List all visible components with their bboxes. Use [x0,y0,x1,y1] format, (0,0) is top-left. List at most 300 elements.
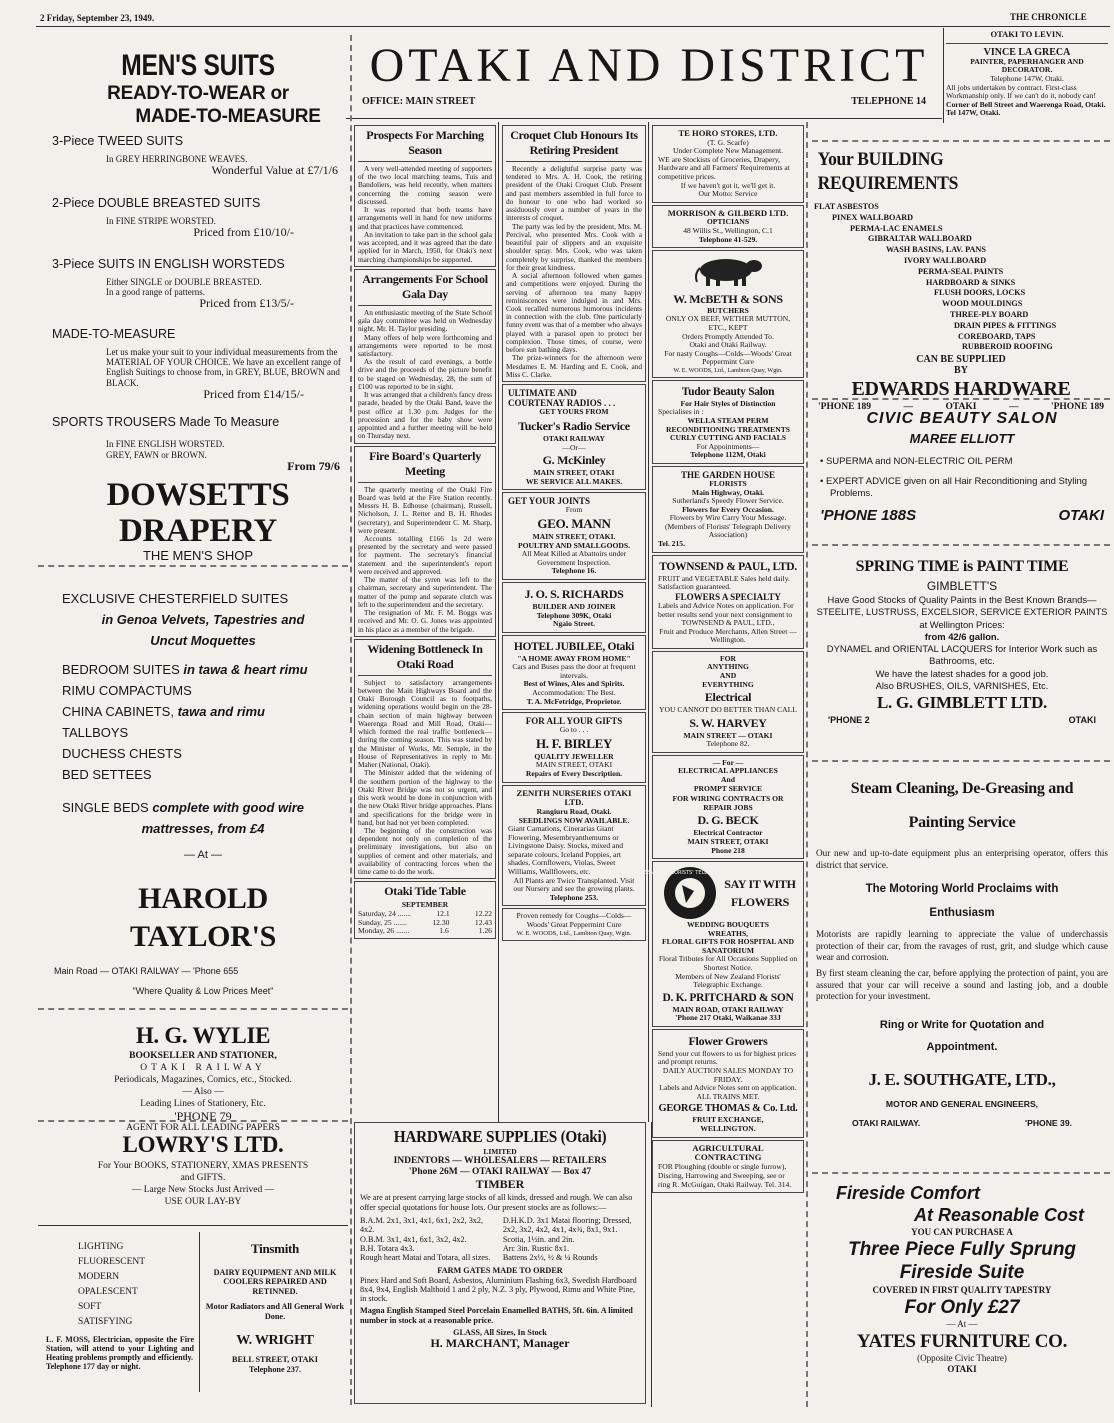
townsend-l5: Fruit and Produce Merchants, Allen Street — Wellington. [659,626,797,645]
edwards-list-item: WASH BASINS, LAV. PANS [886,245,986,255]
tudor-name: Tudor Beauty Salon [681,385,775,398]
mens-l1b: Wonderful Value at £7/1/6 [211,163,338,178]
taylor-l2: in Genoa Velvets, Tapestries and [101,612,305,627]
divider [812,544,1110,546]
wright-ad [204,1240,346,1390]
edwards-list-item: RUBBEROID ROOFING [962,342,1053,352]
hardware-limited: LIMITED [483,1147,517,1156]
divider [812,398,1110,400]
hardware-l4: Magna English Stamped Steel Porcelain Enamelled BATHS, 5ft. 6in. A limited number in stock at a reasonable price. [360,1306,633,1325]
richards-l1: BUILDER AND JOINER [532,601,616,611]
marching-p1: A very well-attended meeting of supporters of the two local marching teams, Tuis and Bandoliers, was held recently, when matters concerning the coming season were discussed. [358,164,492,206]
mens-l3b: Priced from £13/5/- [199,296,294,311]
townsend-l4: TOWNSEND & PAUL, LTD., [681,618,775,628]
mens-l1a: In GREY HERRINGBONE WEAVES. [106,154,248,164]
richards-ad [502,582,646,633]
masthead [358,40,940,118]
grecia-name: VINCE LA GRECA [983,46,1071,58]
hardware-l5: GLASS, All Sizes, In Stock [453,1327,547,1337]
tide-am: 12.1 [436,908,450,918]
thomas-l5: FRUIT EXCHANGE, [692,1115,764,1125]
beck-l8: Phone 218 [711,845,745,855]
agri-ad [652,1140,804,1194]
morrison-ad [652,205,804,248]
edwards-list-item: WOOD MOULDINGS [942,299,1023,309]
edwards-list-item: THREE-PLY BOARD [950,309,1029,319]
zenith-l4: Telephone 253. [549,892,599,902]
beck-l5: FOR WIRING CONTRACTS OR REPAIR JOBS [672,794,784,812]
page-header-left: 2 Friday, September 23, 1949. [40,13,155,23]
southgate-title2: Painting Service [908,814,1016,831]
florists-emblem-icon [629,865,751,921]
garden-l7: Tel. 215. [658,539,685,549]
croquet-p4: The prize-winners for the afternoon were Mesdames E. M. Harding and E. Cook, and Miss C. Clarke. [506,353,642,379]
fire-p4: The resignation of Mr. F. M. Boggs was received and Mr. O. G. Jones was appointed in his place as a member of the brigade. [358,608,492,634]
beck-l7: MAIN STREET, OTAKI [687,836,769,846]
hardware-stock-right: Scotia, 1½in. and 2in. [502,1234,575,1244]
mens-sub1: READY-TO-WEAR or [107,83,289,104]
richards-l2: Telephone 309K, Otaki [536,610,612,620]
taylor-name: HAROLD TAYLOR'S [130,882,276,953]
edwards-list-item: FLAT ASBESTOS [814,202,879,211]
mens-l5c: GREY, FAWN or BROWN. [106,449,207,460]
harvey-l5: Electrical [704,690,752,705]
edwards-p3: 'PHONE 189 [1050,401,1104,412]
hardware-stock-left: B.A.M. 2x1, 3x1, 4x1, 6x1, 2x2, 3x2, 4x2. [360,1216,484,1235]
yates-l8: — At — [946,1319,978,1329]
southgate-l1: Our new and up-to-date equipment plus an enterprising operator, offers this district that service. [816,848,1108,870]
civic-b1: SUPERMA and NON-ELECTRIC OIL PERM [825,456,1013,467]
tide-month: SEPTEMBER [401,900,449,910]
birley-l3: QUALITY JEWELLER [534,751,614,761]
masthead-rule [346,118,942,119]
southgate-l8: 'PHONE 39. [1025,1118,1072,1129]
pritchard-l4: Floral Tributes for All Occasions Supplied on Shortest Notice. [658,954,798,972]
hardware-stock-left: B.H. Totara 4x3. [360,1243,415,1253]
mann-l3: MAIN STREET, OTAKI. [532,532,616,542]
southgate-l7: OTAKI RAILWAY. [852,1118,921,1129]
mens-l5b: From 79/6 [287,458,340,473]
croquet-p3: A social afternoon followed when games and competitions were enjoyed. During the serving of afternoon tea many happy reminiscences were indulged in and Mrs. Cook recalled numerous humorous incidents in connection with the club. One particularly funny event was that of a member who always played with a parasol open to protect her complexion. Those times, of course, were before sun bathing days. [506,271,642,355]
tucker-name: Tucker's Radio Service [518,418,630,433]
jubilee-ad [502,635,646,710]
pritchard-l5: Members of New Zealand Florists' Telegraphic Exchange. [675,971,781,990]
moss-list-item: FLUORESCENT [78,1257,146,1267]
edwards-list-item: PERMA-LAC ENAMELS [850,223,943,233]
tehoro-l3: WE are Stockists of Groceries, Drapery, Hardware and all Farmers' Requirements at competitive prices. [658,154,790,182]
mann-l5: All Meat Killed at Abattoirs under Government Inspection. [521,549,627,567]
mens-l4: MADE-TO-MEASURE [52,326,176,341]
tide-pm: 12.43 [474,917,492,927]
tucker-l3: GET YOURS FROM [539,407,609,417]
wright-addr: BELL STREET, OTAKI [232,1355,318,1365]
masthead-title: OTAKI AND DISTRICT [369,39,929,92]
pritchard-l1: WEDDING BOUQUETS [686,920,770,930]
edwards-ad: Your BUILDING REQUIREMENTS FLAT ASBESTOS PINEX WALLBOARD PERMA-LAC ENAMELS GIBRALTAR WALLBOARD WASH BASINS, LAV. PANS IVORY WALLBOARD PERMA-SEAL PAINTS HARDBOARD & SINKS FLUSH DOORS, LOCKS WOOD MOULDINGS THREE-PLY BOARD DRAIN PIPES & FITTINGS COREBOARD, TAPS RUBBEROID ROOFING CAN BE SUPPLIED BY EDWARDS HARDWARE 'PHONE 189 — OTAKI — 'PHONE 189 [814,148,1108,393]
hardware-l1: INDENTORS — WHOLESALERS — RETAILERS [393,1156,607,1167]
masthead-telephone: TELEPHONE 14 [851,96,926,107]
jubilee-l5: T. A. McFetridge, Proprietor. [526,696,622,706]
mens-l3: 3-Piece SUITS IN ENGLISH WORSTEDS [52,257,285,272]
yates-l10: OTAKI [947,1364,977,1374]
cure2-small: W. E. WOODS, Ltd., Lambton Quay, Wgtn. [673,366,783,374]
wylie-l3: Periodicals, Magazines, Comics, etc., Stocked. [114,1075,292,1085]
tehoro-l1: (T. G. Scarfe) [707,137,749,147]
tucker-l6: MAIN STREET, OTAKI [533,468,615,478]
zenith-ad [502,785,646,907]
garden-l4: Flowers for Every Occasion. [682,504,774,514]
townsend-l1: FRUIT and VEGETABLE Sales held daily. Satisfaction guaranteed. [658,573,790,592]
beck-l6: Electrical Contractor [693,828,763,838]
wylie-l7: AGENT FOR ALL LEADING PAPERS [126,1123,280,1133]
edwards-list-item: GIBRALTAR WALLBOARD [868,234,972,244]
wylie-name: H. G. WYLIE [135,1023,271,1048]
gimblett-l4: from 42/6 gallon. [924,630,1000,642]
hardware-l3: Pinex Hard and Soft Board, Asbestos, Aluminium Flashing 6x3, Swedish Hardboard 8x4, 9x4, English Malthoid 1 and 2 ply, N.Z. 3 ply, Plywood, Rimu and White Pine, in stock. [360,1275,637,1304]
tide-am: 12.30 [432,917,450,927]
mens-shop: THE MEN'S SHOP [142,548,254,564]
edwards-name: EDWARDS HARDWARE [851,377,1071,400]
wright-l2: Motor Radiators and All General Work Done. [205,1302,345,1321]
bull-icon [688,254,768,288]
hardware-l2: 'Phone 26M — OTAKI RAILWAY — Box 47 [408,1167,592,1178]
page-header-right: THE CHRONICLE [1010,12,1087,22]
pritchard-l3: FLORAL GIFTS FOR HOSPITAL AND SANATORIUM [662,937,794,955]
gimblett-l5: DYNAMEL and ORIENTAL LACQUERS for Interior Work such as Bathrooms, etc. [826,643,1098,667]
tudor-l4: RECONDITIONING TREATMENTS [666,424,790,434]
divider [812,1172,1110,1174]
bottleneck-title: Widening Bottleneck In Otaki Road [367,641,483,671]
taylor-l4: BEDROOM SUITES [62,662,180,677]
mens-sub2: MADE-TO-MEASURE [135,106,321,127]
harvey-l4: EVERYTHING [702,679,754,689]
yates-l6: COVERED IN FIRST QUALITY TAPESTRY [872,1285,1052,1295]
pritchard-say1: SAY IT WITH [724,877,796,892]
lowry-l2: and GIFTS. [180,1173,226,1183]
hardware-ad [354,1122,646,1404]
divider [38,1225,348,1226]
mann-l1: GET YOUR JOINTS [508,496,591,507]
pritchard-l2: WREATHS, [707,928,749,938]
gala-p1: An enthusiastic meeting of the State School gala day committee was held on Wednesday night, Mr. H. Taylor presiding. [358,307,492,334]
hardware-stock-left: O.B.M. 3x1, 4x1, 6x1, 3x2, 4x2. [360,1234,467,1244]
tudor-l2: Specialises in : [658,407,704,417]
tucker-name2: G. McKinley [542,453,606,468]
gala-p3: As the result of card evenings, a bottle drive and the proceeds of the picture benefit to be staged on Wednesday, 28, the sum of £100 was reported to be in sight. [358,357,492,391]
moss-ad [46,1240,194,1388]
beck-l3: And [721,775,735,785]
morrison-l3: Telephone 41-529. [698,234,758,244]
moss-list-item: LIGHTING [78,1242,124,1252]
edwards-p2: OTAKI [945,401,977,412]
gala-article [354,269,496,444]
tehoro-name: TE HORO STORES, LTD. [678,128,778,138]
mann-l6: Telephone 16. [551,566,597,576]
beck-name: D. G. BECK [697,813,759,828]
mcbeth-ad [652,250,804,378]
gimblett-l7: Also BRUSHES, OILS, VARNISHES, Etc. [875,680,1049,692]
harvey-name: S. W. HARVEY [689,715,767,730]
harvey-l3: AND [719,671,737,680]
zenith-l2: SEEDLINGS NOW AVAILABLE. [518,815,630,825]
cure1-text: Proven remedy for Coughs—Colds—Woods' Great Peppermint Cure [516,911,632,929]
grecia-l3: Telephone 147W, Otaki. [990,74,1064,84]
mann-ad [502,492,646,580]
marching-p2: It was reported that both teams have arrangements well in hand for new uniforms and that practices have commenced. [358,205,492,231]
edwards-list-item: FLUSH DOORS, LOCKS [934,288,1026,298]
hardware-stock-right: D.H.K.D. 3x1 Matai flooring; Dressed, 2x2, 3x2, 4x2, 4x1, 4x¾, 8x1, 9x1. [502,1216,632,1235]
fire-p2: Accounts totalling £166 1s 2d were presented by the secretary and were passed for payment. The secretary's financial statement and the superintendent's report were received and approved. [358,533,492,576]
civic-b2: EXPERT ADVICE given on all Hair Reconditioning and Styling Problems. [825,476,1088,499]
civic-phone: 'PHONE 188S [820,507,917,524]
thomas-l3: Labels and Advice Notes sent on application. [659,1083,797,1093]
mens-l2b: Priced from £10/10/- [193,224,294,239]
divider [38,1008,348,1010]
morrison-l1: OPTICIANS [706,217,750,227]
garden-l5: Flowers by Wire Carry Your Message. [669,513,787,523]
garden-ad [652,466,804,553]
tucker-l7: WE SERVICE ALL MAKES. [525,476,623,486]
zenith-l1: Rangiuru Road, Otaki. [536,807,612,816]
tudor-l1: For Hair Styles of Distinction [680,398,776,408]
beck-l1: — For — [712,757,744,767]
mens-l3c: In a good range of patterns. [106,287,205,298]
yates-l5: Fireside Suite [899,1262,1025,1283]
bottleneck-p2: The Minister added that the widening of the southern portion of the highway to the Otaki River Bridge was not so urgent, and this work would be done in conjunction with the new Otaki River bridge approaches. Plans and specifications for the bridge were in hand, but had not yet been completed. [358,768,492,827]
tide-row: Saturday, 24 ....... [358,908,412,918]
hardware-stock-right: Arc 3in. Rustic 8x1. [502,1243,569,1253]
cure2-text: For nasty Coughs—Colds—Woods' Great Peppermint Cure [664,348,792,367]
birley-l1: FOR ALL YOUR GIFTS [525,716,623,727]
wylie-ad [58,1022,348,1133]
taylor-l5: RIMU COMPACTUMS [62,683,192,698]
morrison-l2: 48 Willis St., Wellington, C.1 [683,226,773,236]
taylor-l8: DUCHESS CHESTS [62,746,182,761]
pritchard-name: D. K. PRITCHARD & SON [662,991,794,1004]
thomas-title: Flower Growers [688,1033,768,1048]
gala-p2: Many offers of help were forthcoming and arrangements were reported to be most satisfactory. [358,332,492,358]
beck-l4: PROMPT SERVICE [693,783,763,793]
taylor-l10c: mattresses, from £4 [141,821,265,836]
lowry-l4: USE OUR LAY-BY [164,1197,242,1207]
edwards-p1: 'PHONE 189 [818,401,872,412]
divider [812,760,1110,762]
gimblett-title: SPRING TIME is PAINT TIME [855,558,1069,575]
croquet-p2: The party was led by the president, Mrs. M. Percival, who presented Mrs. Cook with a beautiful pair of slippers and an exquisite shoulder spray. Mrs. Cook, who was taken completely by surprise, thanked the members for their great kindness. [506,221,642,272]
southgate-l6: MOTOR AND GENERAL ENGINEERS, [885,1098,1039,1109]
hardware-stock-left: Rough heart Matai and Totara, all sizes. [360,1253,491,1263]
hardware-timber: TIMBER [475,1176,525,1191]
mens-l4a: Let us make your suit to your individual measurements from the MATERIAL OF YOUR CHOICE. We have an excellent range of English Suitings to choose from, in GREY, BLUE, BROWN and BLACK. [106,346,341,388]
mcbeth-l3: Orders Promptly Attended To. [682,331,774,341]
yates-l1: Fireside Comfort [836,1183,981,1203]
mens-l2: 2-Piece DOUBLE BREASTED SUITS [52,195,261,210]
jubilee-l3: Best of Wines, Ales and Spirits. [523,679,625,689]
southgate-title1: Steam Cleaning, De-Greasing and [850,780,1074,797]
taylor-l4b: in tawa & heart rimu [183,662,308,677]
harold-taylor-ad [54,588,344,996]
harvey-l6: YOU CANNOT DO BETTER THAN CALL [659,705,797,715]
taylor-addr: Main Road — OTAKI RAILWAY — 'Phone 655 [54,966,239,976]
bottleneck-p1: Subject to satisfactory arrangements between the Main Highways Board and the Otaki Borough Council as to footpaths, widening operations would begin on the 28-chain section of main highway between Waerenga Road and Mill Road, Otaki—which formed the real traffic bottleneck—during the coming season. This was stated by the Minister of Works, Mr. Semple, in the House of Representatives in reply to Mr. Maher (National, Otaki). [358,677,492,770]
tucker-l5: —Or— [562,442,586,452]
tide-row: Monday, 26 ....... [358,926,410,936]
gimblett-ad [816,556,1108,750]
divider [812,140,1110,142]
hardware-title: HARDWARE SUPPLIES (Otaki) [393,1127,607,1146]
taylor-l1: EXCLUSIVE CHESTERFIELD SUITES [62,591,289,606]
thomas-l4: ALL TRAINS MET. [696,1091,760,1101]
gimblett-name: L. G. GIMBLETT LTD. [876,693,1048,713]
divider [943,28,944,123]
yates-l9: (Opposite Civic Theatre) [917,1353,1007,1363]
tide-pm: 1.26 [478,926,492,936]
grecia-l2: DECORATOR. [1001,65,1053,75]
harvey-l7: MAIN STREET — OTAKI [683,730,773,740]
southgate-p1: Motorists are rapidly learning to appreciate the value of underchassis protection of their car, from the ravages of rust, grit, and sludge which cause wear and corrosion. [816,929,1108,963]
taylor-l3: Uncut Moquettes [150,633,256,648]
moss-tel: Telephone 177 day or night. [46,1361,141,1371]
birley-ad [502,712,646,782]
taylor-l6: CHINA CABINETS, [62,704,174,719]
townsend-name: TOWNSEND & PAUL, LTD. [659,560,797,573]
divider [648,122,649,1122]
taylor-l9: BED SETTEES [62,767,152,782]
harvey-ad [652,651,804,753]
lowry-name: LOWRY'S LTD. [122,1132,284,1157]
tide-am: 1.6 [439,926,449,936]
gimblett-l2: Have Good Stocks of Quality Paints in the Best Known Brands— [827,594,1097,605]
gala-title: Arrangements For School Gala Day [362,271,488,301]
cure1-ad [502,908,646,941]
tucker-l2: COURTENAY RADIOS . . . [508,398,616,409]
croquet-p1: Recently a delightful surprise party was tendered to Mrs. A. H. Cook, the retiring president of the Otaki Croquet Club. Present and past members assembled in full force to do honour to one who had worked so assiduously over a number of years in the interests of croquet. [506,164,642,223]
bottleneck-article [354,639,496,880]
wylie-l6: 'PHONE 79 [174,1109,232,1123]
mens-l2a: In FINE STRIPE WORSTED. [106,215,216,226]
tehoro-l5: Our Motto: Service [698,189,758,199]
garden-l6: (Members of Florists' Telegraph Delivery Association) [665,521,791,540]
tucker-l1: ULTIMATE AND [508,388,577,399]
emblem-text: NEW ZEALAND FLORISTS' TELEGRAPH DELIVERY [629,870,751,877]
gimblett-town: OTAKI [1068,715,1096,726]
edwards-l1: CAN BE SUPPLIED [916,354,1006,366]
moss-list-item: OPALESCENT [78,1287,138,1297]
tide-pm: 12.22 [474,908,492,918]
yates-l3: YOU CAN PURCHASE A [911,1227,1013,1237]
grecia-l0: OTAKI TO LEVIN. [990,29,1064,39]
birley-l2: Go to . . . [559,725,589,735]
tudor-ad [652,380,804,464]
moss-text: L. F. MOSS, Electrician, opposite the Fire Station, will attend to your Lighting and Heating problems promptly and efficiently. [46,1335,194,1362]
mcbeth-l4: Otaki and Otaki Railway. [689,340,767,350]
thomas-l2: DAILY AUCTION SALES MONDAY TO FRIDAY. [662,1066,794,1084]
southgate-l4: Ring or Write for Quotation and [879,1018,1045,1031]
taylor-at: — At — [184,849,222,861]
birley-l5: Repairs of Every Description. [525,769,623,779]
mens-l1: 3-Piece TWEED SUITS [52,134,184,148]
richards-l3: Ngaio Street. [552,619,596,629]
thomas-name: GEORGE THOMAS & Co. Ltd. [658,1103,798,1115]
croquet-article [502,125,646,382]
gala-p4: It was arranged that a children's fancy dress parade, headed by the Otaki Band, leave the post office at 1.30 p.m. Judges for the procession and for the baby show were appointed and a further meeting will be held on Thursday next. [358,390,492,441]
taylor-motto: "Where Quality & Low Prices Meet" [132,986,274,996]
tucker-ad [502,384,646,490]
zenith-name: ZENITH NURSERIES OTAKI LTD. [516,787,632,808]
harvey-l8: Telephone 82. [706,739,750,749]
tehoro-l2: Under Complete New Management. [672,146,784,156]
thomas-l1: Send your cut flowers to us for highest prices and prompt returns. [658,1048,796,1067]
hardware-stock-right: Battens 2x½, ½ & ¼ Rounds [502,1253,598,1263]
civic-town: OTAKI [1058,507,1104,524]
townsend-l2: FLOWERS A SPECIALTY [675,591,781,602]
divider [199,1232,200,1392]
tehoro-ad [652,125,804,203]
ads-column [629,125,804,1400]
wylie-l5: Leading Lines of Stationery, Etc. [140,1099,266,1109]
divider [38,565,348,567]
jubilee-l2: Cars and Buses pass the door at frequent intervals. [512,662,636,680]
marching-p3: An invitation to take part in the school gala was accepted, and it was agreed that the date applied for in March, 1950, for Otaki's next marching championships be supported. [358,229,492,264]
moss-list-item: SATISFYING [78,1317,133,1327]
mann-l4: POULTRY AND SMALLGOODS. [517,540,631,550]
civic-ad: CIVIC BEAUTY SALON MAREE ELLIOTT • SUPERMA and NON-ELECTRIC OIL PERM • EXPERT ADVICE given on all Hair Reconditioning and Styling Problems. 'PHONE 188S OTAKI [816,408,1108,532]
edwards-list-item: IVORY WALLBOARD [904,255,987,265]
fire-title: Fire Board's Quarterly Meeting [369,448,481,478]
wylie-l4: — Also — [182,1087,224,1097]
divider [806,122,808,1407]
beck-ad [652,755,804,859]
jubilee-l4: Accommodation: The Best. [532,687,616,697]
yates-l7: For Only £27 [904,1297,1020,1318]
mens-name: DOWSETTS DRAPERY [106,477,290,550]
lowry-l3: — Large New Stocks Just Arrived — [131,1185,275,1195]
jubilee-l1: "A HOME AWAY FROM HOME" [517,653,631,663]
moss-list-item: SOFT [78,1302,102,1312]
edwards-list-item: PERMA-SEAL PAINTS [918,266,1004,276]
tudor-l7: Telephone 112M, Otaki [690,450,766,460]
grecia-ad [946,30,1108,136]
grecia-l5: Corner of Bell Street and Waerenga Road, Otaki. Tel 147W, Otaki. [946,99,1106,118]
masthead-office: OFFICE: MAIN STREET [362,96,476,107]
edwards-l2: BY [954,364,968,376]
yates-name: YATES FURNITURE CO. [856,1331,1068,1352]
mens-l4b: Priced from £14/15/- [203,387,304,401]
gimblett-l6: We have the latest shades for a good job. [875,667,1049,679]
hardware-farm: FARM GATES MADE TO ORDER [437,1266,563,1276]
thomas-ad [652,1029,804,1138]
southgate-name: J. E. SOUTHGATE, LTD., [868,1069,1056,1089]
taylor-l7: TALLBOYS [62,725,129,740]
edwards-title: Your BUILDING REQUIREMENTS [817,149,959,194]
yates-ad [816,1182,1108,1404]
tide-row: Sunday, 25 ....... [358,917,407,927]
jubilee-name: HOTEL JUBILEE, Otaki [513,640,635,653]
wright-l1: DAIRY EQUIPMENT AND MILK COOLERS REPAIRED AND RETINNED. [213,1268,337,1296]
wylie-l2: OTAKI RAILWAY [140,1063,266,1073]
mann-name: GEO. MANN [537,516,611,532]
agri-text: FOR Ploughing (double or single furrow), Discing, Harrowing and Sweeping, see or ring R. McGuigan, Otaki Railway. Tel. 314. [658,1162,792,1189]
croquet-title: Croquet Club Honours Its Retiring President [510,128,638,157]
edwards-list-item: PINEX WALLBOARD [832,212,914,222]
gimblett-phone: 'PHONE 2 [828,715,870,726]
tucker-l4: OTAKI RAILWAY [543,433,605,443]
mens-title: MEN'S SUITS [121,49,275,82]
header-rule [36,26,1110,27]
wright-title: Tinsmith [251,1241,299,1256]
taylor-l10: SINGLE BEDS [62,800,149,815]
news-column-middle [502,125,646,1120]
